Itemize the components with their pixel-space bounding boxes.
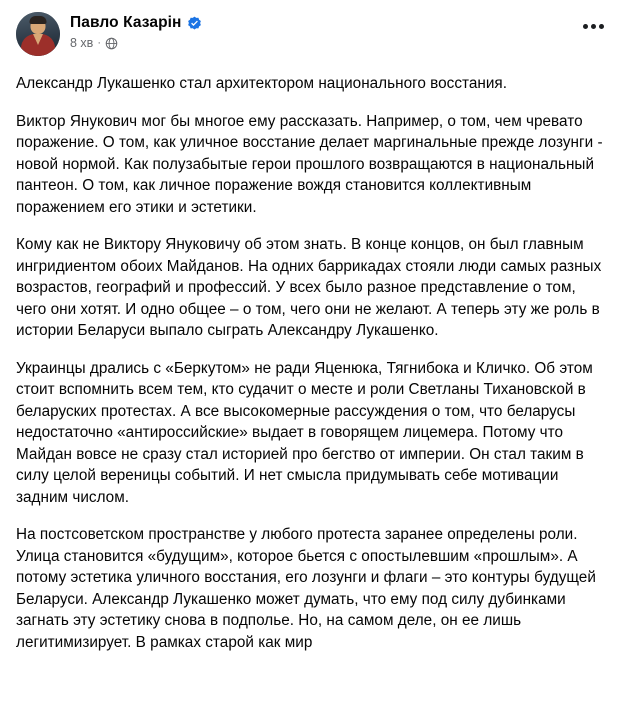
dot-1 bbox=[583, 24, 588, 29]
post-paragraph: Кому как не Виктору Януковичу об этом знать. В конце концов, он был главным ингридиентом обоих Майданов. На одних баррикадах стояли люди самых разных возрастов, географий и профессий. У всех было разное представление о том, чего они хотят. И одно общее – о том, чего они не желают. А теперь эту же роль в истории Беларуси выпало сыграть Александру Лукашенко. bbox=[16, 236, 602, 339]
author-info bbox=[70, 12, 202, 50]
post-meta bbox=[70, 36, 202, 50]
more-options-button[interactable] bbox=[574, 16, 604, 36]
post-timestamp[interactable]: 8 хв bbox=[70, 36, 94, 50]
dot-3 bbox=[599, 24, 604, 29]
post-text bbox=[16, 73, 604, 653]
author-avatar[interactable] bbox=[16, 12, 60, 56]
post-paragraph: Александр Лукашенко стал архитектором национального восстания. bbox=[16, 75, 508, 92]
author-name-row bbox=[70, 13, 202, 33]
post-header bbox=[16, 12, 604, 60]
post-paragraph: На постсоветском пространстве у любого протеста заранее определены роли. Улица становится «будущим», которое бьется с опостылевшим «прошлым». А потому эстетика уличного восстания, его лозунги и флаги – это контуры будущей Беларуси. Александр Лукашенко может думать, что ему под силу дубинками загнать эту эстетику снова в подполье. Но, на самом деле, он ее лишь легитимизирует. В рамках старой как мир bbox=[16, 526, 596, 651]
meta-separator: · bbox=[97, 36, 101, 49]
post-paragraph: Виктор Янукович мог бы многое ему рассказать. Например, о том, чем чревато поражение. О том, как уличное восстание делает маргинальные прежде лозунги - новой нормой. Как полузабытые герои прошлого возвращаются в национальный пантеон. О том, как личное поражение вождя становится коллективным поражением его этики и эстетики. bbox=[16, 112, 603, 216]
author-name[interactable]: Павло Казарін bbox=[70, 14, 182, 31]
dot-2 bbox=[591, 24, 596, 29]
globe-icon[interactable] bbox=[105, 37, 118, 50]
post-paragraph: Украинцы дрались с «Беркутом» не ради Яценюка, Тягнибока и Кличко. Об этом стоит вспомнить всем тем, кто судачит о месте и роли Светланы Тихановской в беларуских протестах. А все высокомерные рассуждения о том, что беларусы недостаточно «антироссийские» выдает в говорящем лицемера. Потому что Майдан вовсе не сразу стал историей про бегство от империи. Он стал таким в силу целой вереницы событий. И нет смысла придумывать себе мотивации задним числом. bbox=[16, 359, 593, 506]
avatar-hair bbox=[30, 16, 47, 24]
verified-badge-icon bbox=[187, 16, 202, 31]
